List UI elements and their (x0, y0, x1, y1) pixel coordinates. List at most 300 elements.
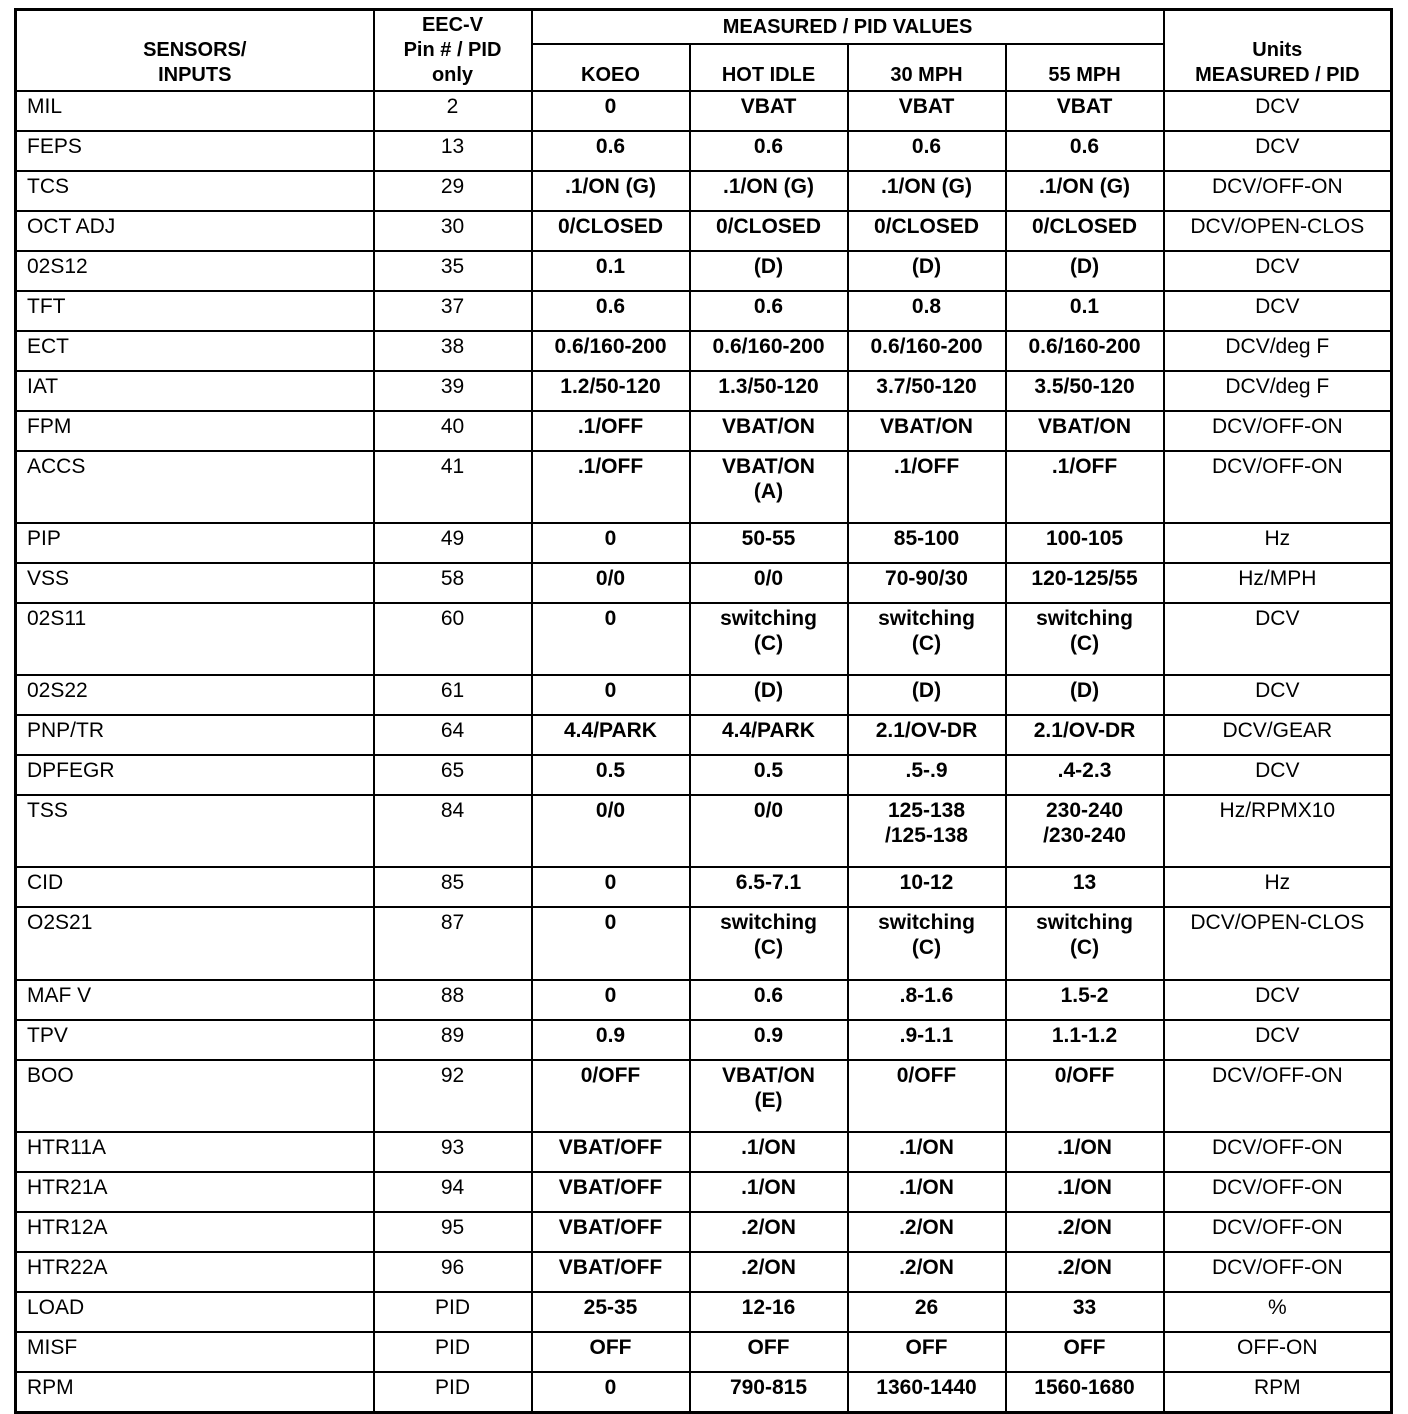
55-mph-value-cell (1006, 1212, 1164, 1252)
koeo-value-cell (532, 211, 690, 251)
55-mph-value-cell (1006, 291, 1164, 331)
value-text: 12-16 (741, 1295, 796, 1319)
55-mph-value-cell (1006, 211, 1164, 251)
30-mph-value-cell (848, 131, 1006, 171)
value-text: 0.6 (753, 294, 784, 318)
value-text: 0/CLOSED (715, 214, 822, 238)
sensor-name-cell: BOO (16, 1060, 374, 1132)
koeo-value-cell (532, 1212, 690, 1252)
30-mph-value-cell (848, 1132, 1006, 1172)
units-cell: DCV (1164, 131, 1392, 171)
value-text: VBAT/ON (722, 454, 815, 478)
hot-idle-value-cell (690, 1332, 848, 1372)
pin-cell: 85 (374, 867, 532, 907)
header-text: only (431, 64, 474, 86)
header-text: EEC-V (421, 14, 484, 36)
sensor-name-cell: HTR11A (16, 1132, 374, 1172)
value-text: 2.1/OV-DR (875, 719, 978, 743)
units-cell: DCV/OFF-ON (1164, 451, 1392, 523)
pin-cell: 58 (374, 563, 532, 603)
value-text: 0 (604, 95, 617, 118)
units-cell: DCV/deg F (1164, 331, 1392, 371)
sensor-name-cell: 02S12 (16, 251, 374, 291)
hot-idle-value-cell (690, 1172, 848, 1212)
sensor-name-cell: TFT (16, 291, 374, 331)
table-row (16, 131, 1392, 171)
value-text: switching (1036, 911, 1133, 935)
koeo-value-cell (532, 451, 690, 523)
value-text: 0.8 (911, 294, 942, 318)
30-mph-value-cell (848, 211, 1006, 251)
hot-idle-value-cell (690, 331, 848, 371)
value-text: 0.1 (595, 254, 626, 278)
value-text: .2/ON (741, 1255, 796, 1279)
value-text: VBAT/ON (1038, 414, 1131, 438)
hot-idle-value-cell (690, 1252, 848, 1292)
value-text: 0 (604, 983, 617, 1007)
units-cell: DCV/OPEN-CLOS (1164, 211, 1392, 251)
units-cell: DCV (1164, 603, 1392, 675)
55-mph-value-cell (1006, 1292, 1164, 1332)
units-cell: DCV (1164, 755, 1392, 795)
units-cell: DCV/deg F (1164, 371, 1392, 411)
value-text: .1/ON (1057, 1175, 1112, 1199)
units-cell: DCV/OFF-ON (1164, 411, 1392, 451)
hot-idle-value-cell (690, 1292, 848, 1332)
value-text: .2/ON (1057, 1215, 1112, 1239)
value-text: 0.5 (753, 759, 784, 783)
value-text: 0.9 (595, 1023, 626, 1047)
value-text: (D) (1069, 679, 1100, 703)
table-row (16, 980, 1392, 1020)
koeo-value-cell (532, 563, 690, 603)
value-text: 0.9 (753, 1023, 784, 1047)
hot-idle-value-cell (690, 523, 848, 563)
55-mph-value-cell (1006, 131, 1164, 171)
sensor-name-cell: MIL (16, 91, 374, 131)
55-mph-value-cell (1006, 1060, 1164, 1132)
pin-cell: 2 (374, 91, 532, 131)
value-text: 70-90/30 (885, 567, 968, 591)
pin-cell: 41 (374, 451, 532, 523)
30-mph-value-cell (848, 371, 1006, 411)
hot-idle-value-cell (690, 755, 848, 795)
value-text: 0.6 (911, 134, 942, 158)
koeo-value-cell (532, 1132, 690, 1172)
units-cell: DCV/GEAR (1164, 715, 1392, 755)
value-text: 0/OFF (1054, 1063, 1115, 1087)
value-text: switching (1036, 607, 1133, 631)
table-row (16, 1252, 1392, 1292)
sensor-values-table (14, 8, 1393, 1414)
units-cell: Hz (1164, 867, 1392, 907)
hot-idle-value-cell (690, 907, 848, 979)
sensor-name-cell: ACCS (16, 451, 374, 523)
value-text: VBAT (898, 95, 955, 118)
value-text: VBAT/OFF (558, 1135, 663, 1159)
units-cell: DCV (1164, 675, 1392, 715)
30-mph-value-cell (848, 675, 1006, 715)
koeo-value-cell (532, 1252, 690, 1292)
sensor-name-cell: O2S21 (16, 907, 374, 979)
value-text: .1/ON (G) (1039, 174, 1131, 198)
55-mph-value-cell (1006, 755, 1164, 795)
header-55-mph: 55 MPH (1006, 44, 1164, 91)
value-text: 0.6 (595, 294, 626, 318)
pin-cell: 39 (374, 371, 532, 411)
table-row (16, 171, 1392, 211)
value-text: 3.7/50-120 (876, 374, 977, 398)
30-mph-value-cell (848, 867, 1006, 907)
55-mph-value-cell (1006, 523, 1164, 563)
value-text: 0.6 (753, 983, 784, 1007)
koeo-value-cell (532, 1060, 690, 1132)
hot-idle-value-cell (690, 211, 848, 251)
koeo-value-cell (532, 411, 690, 451)
hot-idle-value-cell (690, 91, 848, 131)
30-mph-value-cell (848, 523, 1006, 563)
sensor-name-cell: MAF V (16, 980, 374, 1020)
value-text: 0/CLOSED (873, 214, 980, 238)
value-text: switching (720, 911, 817, 935)
55-mph-value-cell (1006, 1132, 1164, 1172)
value-text: 1.2/50-120 (560, 374, 661, 398)
koeo-value-cell (532, 907, 690, 979)
units-cell: Hz (1164, 523, 1392, 563)
55-mph-value-cell (1006, 1372, 1164, 1413)
header-row-1 (16, 10, 1392, 45)
55-mph-value-cell (1006, 563, 1164, 603)
value-text: 1360-1440 (876, 1375, 977, 1399)
units-cell: DCV (1164, 980, 1392, 1020)
table-row (16, 867, 1392, 907)
value-text: .1/ON (741, 1135, 796, 1159)
header-30-mph: 30 MPH (848, 44, 1006, 91)
30-mph-value-cell (848, 1372, 1006, 1413)
value-text: .1/OFF (893, 454, 960, 478)
value-text: 0 (604, 679, 617, 703)
hot-idle-value-cell (690, 1212, 848, 1252)
30-mph-value-cell (848, 451, 1006, 523)
pin-cell: PID (374, 1372, 532, 1413)
units-cell: DCV/OFF-ON (1164, 1060, 1392, 1132)
units-cell: DCV/OFF-ON (1164, 1172, 1392, 1212)
value-text: VBAT/OFF (558, 1175, 663, 1199)
table-header (16, 10, 1392, 92)
koeo-value-cell (532, 715, 690, 755)
55-mph-value-cell (1006, 1252, 1164, 1292)
30-mph-value-cell (848, 91, 1006, 131)
value-text: .8-1.6 (899, 983, 954, 1007)
units-cell: % (1164, 1292, 1392, 1332)
value-text: 13 (1072, 871, 1097, 895)
koeo-value-cell (532, 1332, 690, 1372)
header-text: MEASURED / PID (1195, 64, 1360, 86)
sensor-name-cell: OCT ADJ (16, 211, 374, 251)
hot-idle-value-cell (690, 1060, 848, 1132)
value-text: 0.6 (1069, 134, 1100, 158)
hot-idle-value-cell (690, 1372, 848, 1413)
value-text: 3.5/50-120 (1034, 374, 1135, 398)
value-text: 10-12 (899, 871, 954, 895)
value-text: 0.5 (595, 759, 626, 783)
table-row (16, 563, 1392, 603)
30-mph-value-cell (848, 755, 1006, 795)
value-text: 230-240 (1045, 799, 1124, 823)
value-text: .1/ON (G) (722, 174, 814, 198)
sensor-name-cell: PNP/TR (16, 715, 374, 755)
value-text: .2/ON (899, 1255, 954, 1279)
sensor-name-cell: RPM (16, 1372, 374, 1413)
value-text: 25-35 (583, 1295, 638, 1319)
value-text: 790-815 (729, 1375, 808, 1399)
55-mph-value-cell (1006, 371, 1164, 411)
value-text: (C) (1069, 632, 1100, 656)
value-text: .1/ON (741, 1175, 796, 1199)
table-row (16, 211, 1392, 251)
value-text: .4-2.3 (1057, 759, 1112, 783)
hot-idle-value-cell (690, 171, 848, 211)
units-cell: Hz/MPH (1164, 563, 1392, 603)
value-text: VBAT/ON (722, 1063, 815, 1087)
koeo-value-cell (532, 331, 690, 371)
value-text: 125-138 (887, 799, 966, 823)
value-text: .5-.9 (905, 759, 948, 783)
pin-cell: 84 (374, 795, 532, 867)
value-text: .1/ON (G) (564, 174, 656, 198)
value-text: .2/ON (741, 1215, 796, 1239)
pin-cell: 38 (374, 331, 532, 371)
units-cell: DCV/OFF-ON (1164, 1132, 1392, 1172)
value-text: 4.4/PARK (722, 719, 815, 743)
value-text: VBAT/ON (880, 414, 973, 438)
hot-idle-value-cell (690, 371, 848, 411)
units-cell: DCV/OPEN-CLOS (1164, 907, 1392, 979)
value-text: 1.3/50-120 (718, 374, 819, 398)
hot-idle-value-cell (690, 1020, 848, 1060)
value-text: .2/ON (1057, 1255, 1112, 1279)
value-text: VBAT/OFF (558, 1215, 663, 1239)
table-row (16, 91, 1392, 131)
units-cell: Hz/RPMX10 (1164, 795, 1392, 867)
value-text: VBAT/ON (722, 414, 815, 438)
value-text: 0 (604, 1375, 617, 1399)
koeo-value-cell (532, 1020, 690, 1060)
units-cell: DCV (1164, 1020, 1392, 1060)
value-text: 50-55 (741, 527, 796, 551)
value-text: OFF (1063, 1335, 1106, 1359)
55-mph-value-cell (1006, 451, 1164, 523)
hot-idle-value-cell (690, 451, 848, 523)
koeo-value-cell (532, 980, 690, 1020)
pin-cell: 37 (374, 291, 532, 331)
value-text: 0 (604, 527, 617, 551)
30-mph-value-cell (848, 715, 1006, 755)
value-text: (C) (911, 632, 942, 656)
30-mph-value-cell (848, 1172, 1006, 1212)
55-mph-value-cell (1006, 91, 1164, 131)
sensor-name-cell: HTR21A (16, 1172, 374, 1212)
value-text: VBAT (740, 95, 797, 118)
hot-idle-value-cell (690, 563, 848, 603)
value-text: .1/ON (G) (880, 174, 972, 198)
value-text: (C) (753, 632, 784, 656)
sensor-name-cell: DPFEGR (16, 755, 374, 795)
header-koeo: KOEO (532, 44, 690, 91)
koeo-value-cell (532, 251, 690, 291)
hot-idle-value-cell (690, 795, 848, 867)
hot-idle-value-cell (690, 715, 848, 755)
pin-cell: 87 (374, 907, 532, 979)
hot-idle-value-cell (690, 251, 848, 291)
value-text: (C) (753, 936, 784, 960)
value-text: switching (720, 607, 817, 631)
units-cell: DCV (1164, 251, 1392, 291)
table-body (16, 91, 1392, 1413)
30-mph-value-cell (848, 291, 1006, 331)
hot-idle-value-cell (690, 291, 848, 331)
sensor-name-cell: HTR12A (16, 1212, 374, 1252)
30-mph-value-cell (848, 251, 1006, 291)
table-row (16, 411, 1392, 451)
value-text: (D) (1069, 254, 1100, 278)
header-text: SENSORS/ (143, 39, 247, 61)
30-mph-value-cell (848, 331, 1006, 371)
table-row (16, 1132, 1392, 1172)
sensor-name-cell: ECT (16, 331, 374, 371)
value-text: .1/ON (899, 1135, 954, 1159)
table-row (16, 795, 1392, 867)
value-text: 0.6/160-200 (712, 334, 825, 358)
table-row (16, 907, 1392, 979)
value-text: 0.6 (753, 134, 784, 158)
header-text: INPUTS (158, 64, 232, 86)
30-mph-value-cell (848, 1020, 1006, 1060)
value-text: (D) (753, 679, 784, 703)
value-text: OFF (747, 1335, 790, 1359)
value-text: 0/0 (595, 567, 626, 591)
sensor-name-cell: 02S22 (16, 675, 374, 715)
header-hot-idle: HOT IDLE (690, 44, 848, 91)
55-mph-value-cell (1006, 603, 1164, 675)
table-row (16, 755, 1392, 795)
pin-cell: PID (374, 1292, 532, 1332)
pin-cell: 40 (374, 411, 532, 451)
value-text: 0.6/160-200 (870, 334, 983, 358)
table-row (16, 1020, 1392, 1060)
pin-cell: 13 (374, 131, 532, 171)
value-text: 2.1/OV-DR (1033, 719, 1136, 743)
value-text: 1.5-2 (1060, 983, 1109, 1007)
55-mph-value-cell (1006, 980, 1164, 1020)
55-mph-value-cell (1006, 251, 1164, 291)
hot-idle-value-cell (690, 411, 848, 451)
hot-idle-value-cell (690, 131, 848, 171)
value-text: 0 (604, 607, 617, 631)
koeo-value-cell (532, 1372, 690, 1413)
pin-cell: 95 (374, 1212, 532, 1252)
55-mph-value-cell (1006, 867, 1164, 907)
value-text: 85-100 (893, 527, 960, 551)
55-mph-value-cell (1006, 171, 1164, 211)
55-mph-value-cell (1006, 1020, 1164, 1060)
table-row (16, 1172, 1392, 1212)
table-row (16, 675, 1392, 715)
value-text: 120-125/55 (1031, 567, 1138, 591)
table-row (16, 251, 1392, 291)
sensor-name-cell: PIP (16, 523, 374, 563)
value-text: switching (878, 607, 975, 631)
value-text: 100-105 (1045, 527, 1124, 551)
30-mph-value-cell (848, 1212, 1006, 1252)
header-text: Units (1252, 39, 1303, 61)
value-text: 0/CLOSED (1032, 214, 1138, 238)
value-text: .1/ON (899, 1175, 954, 1199)
value-text: switching (878, 911, 975, 935)
value-text: 4.4/PARK (564, 719, 657, 743)
pin-cell: 93 (374, 1132, 532, 1172)
value-text: 0.6/160-200 (554, 334, 667, 358)
30-mph-value-cell (848, 980, 1006, 1020)
30-mph-value-cell (848, 1060, 1006, 1132)
pin-cell: 30 (374, 211, 532, 251)
pin-cell: 92 (374, 1060, 532, 1132)
table-row (16, 1060, 1392, 1132)
value-text: OFF (589, 1335, 632, 1359)
pin-cell: 60 (374, 603, 532, 675)
sensor-name-cell: IAT (16, 371, 374, 411)
value-text: 0/0 (595, 799, 626, 823)
value-text: .1/OFF (577, 414, 644, 438)
table-row (16, 451, 1392, 523)
55-mph-value-cell (1006, 715, 1164, 755)
30-mph-value-cell (848, 603, 1006, 675)
value-text: (C) (911, 936, 942, 960)
koeo-value-cell (532, 1292, 690, 1332)
table-row (16, 523, 1392, 563)
koeo-value-cell (532, 131, 690, 171)
value-text: 26 (914, 1295, 939, 1319)
value-text: (E) (754, 1088, 783, 1112)
koeo-value-cell (532, 171, 690, 211)
30-mph-value-cell (848, 907, 1006, 979)
value-text: VBAT (1056, 95, 1113, 118)
koeo-value-cell (532, 523, 690, 563)
units-cell: DCV (1164, 91, 1392, 131)
value-text: 0/OFF (580, 1063, 641, 1087)
pin-cell: 64 (374, 715, 532, 755)
value-text: (C) (1069, 936, 1100, 960)
30-mph-value-cell (848, 795, 1006, 867)
hot-idle-value-cell (690, 980, 848, 1020)
value-text: 0.6/160-200 (1028, 334, 1141, 358)
30-mph-value-cell (848, 411, 1006, 451)
koeo-value-cell (532, 867, 690, 907)
header-units (1164, 10, 1392, 92)
55-mph-value-cell (1006, 1172, 1164, 1212)
value-text: 0 (604, 911, 617, 935)
value-text: 0/OFF (896, 1063, 957, 1087)
koeo-value-cell (532, 91, 690, 131)
pin-cell: 61 (374, 675, 532, 715)
sensor-name-cell: VSS (16, 563, 374, 603)
table-row (16, 1292, 1392, 1332)
value-text: .1/ON (1057, 1135, 1112, 1159)
hot-idle-value-cell (690, 1132, 848, 1172)
koeo-value-cell (532, 371, 690, 411)
30-mph-value-cell (848, 563, 1006, 603)
table-row (16, 371, 1392, 411)
